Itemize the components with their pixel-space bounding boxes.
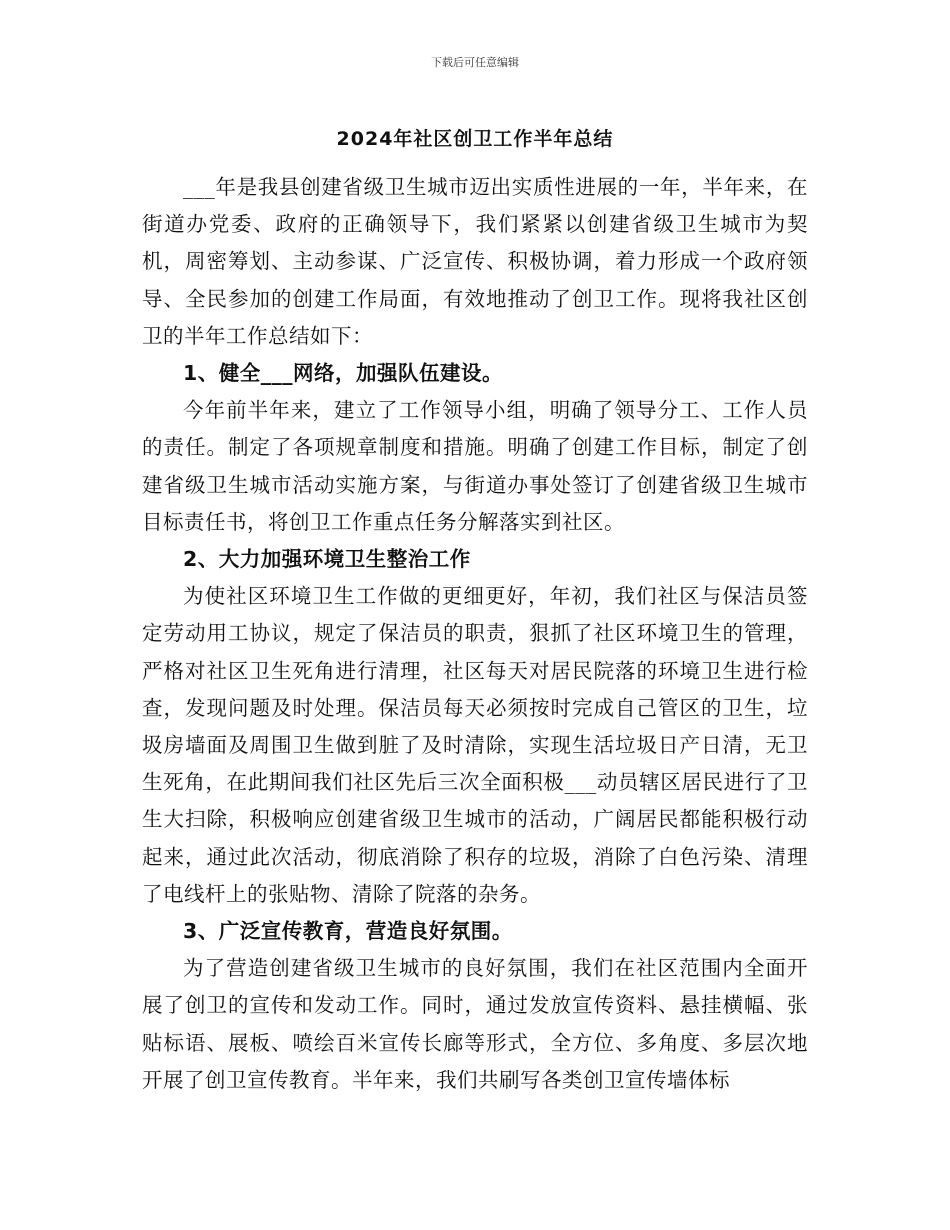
section-2-heading: 2、大力加强环境卫生整治工作: [183, 547, 471, 572]
intro-paragraph: ___年是我县创建省级卫生城市迈出实质性进展的一年，半年来，在街道办党委、政府的正确领导下，我们紧紧以创建省级卫生城市为契机，周密筹划、主动参谋、广泛宣传、积极协调，着力形成一个政府领导、全民参加的创建工作局面，有效地推动了创卫工作。现将我社区创卫的半年工作总结如下：: [142, 175, 808, 348]
section-1-heading: 1、健全___网络，加强队伍建设。: [183, 361, 504, 386]
document-title: 2024年社区创卫工作半年总结: [336, 128, 614, 150]
section-3-body: 为了营造创建省级卫生城市的良好氛围，我们在社区范围内全面开展了创卫的宣传和发动工作。同时，通过发放宣传资料、悬挂横幅、张贴标语、展板、喷绘百米宣传长廊等形式，全方位、多角度、多层次地开展了创卫宣传教育。半年来，我们共刷写各类创卫宣传墙体标: [142, 956, 808, 1092]
section-2-body: 为使社区环境卫生工作做的更细更好，年初，我们社区与保洁员签定劳动用工协议，规定了保洁员的职责，狠抓了社区环境卫生的管理，严格对社区卫生死角进行清理，社区每天对居民院落的环境卫生进行检查，发现问题及时处理。保洁员每天必须按时完成自己管区的卫生，垃圾房墙面及周围卫生做到脏了及时清除，实现生活垃圾日产日清，无卫生死角，在此期间我们社区先后三次全面积极___动员辖区居民进行了卫生大扫除，积极响应创建省级卫生城市的活动，广阔居民都能积极行动起来，通过此次活动，彻底消除了积存的垃圾，消除了白色污染、清理了电线杆上的张贴物、清除了院落的杂务。: [142, 584, 808, 906]
header-note: 下载后可任意编辑: [431, 56, 519, 69]
document-body: [142, 169, 808, 1099]
section-1-body: 今年前半年来，建立了工作领导小组，明确了领导分工、工作人员的责任。制定了各项规章制度和措施。明确了创建工作目标，制定了创建省级卫生城市活动实施方案，与街道办事处签订了创建省级卫生城市目标责任书，将创卫工作重点任务分解落实到社区。: [142, 398, 808, 534]
section-3-heading: 3、广泛宣传教育，营造良好氛围。: [183, 919, 513, 944]
